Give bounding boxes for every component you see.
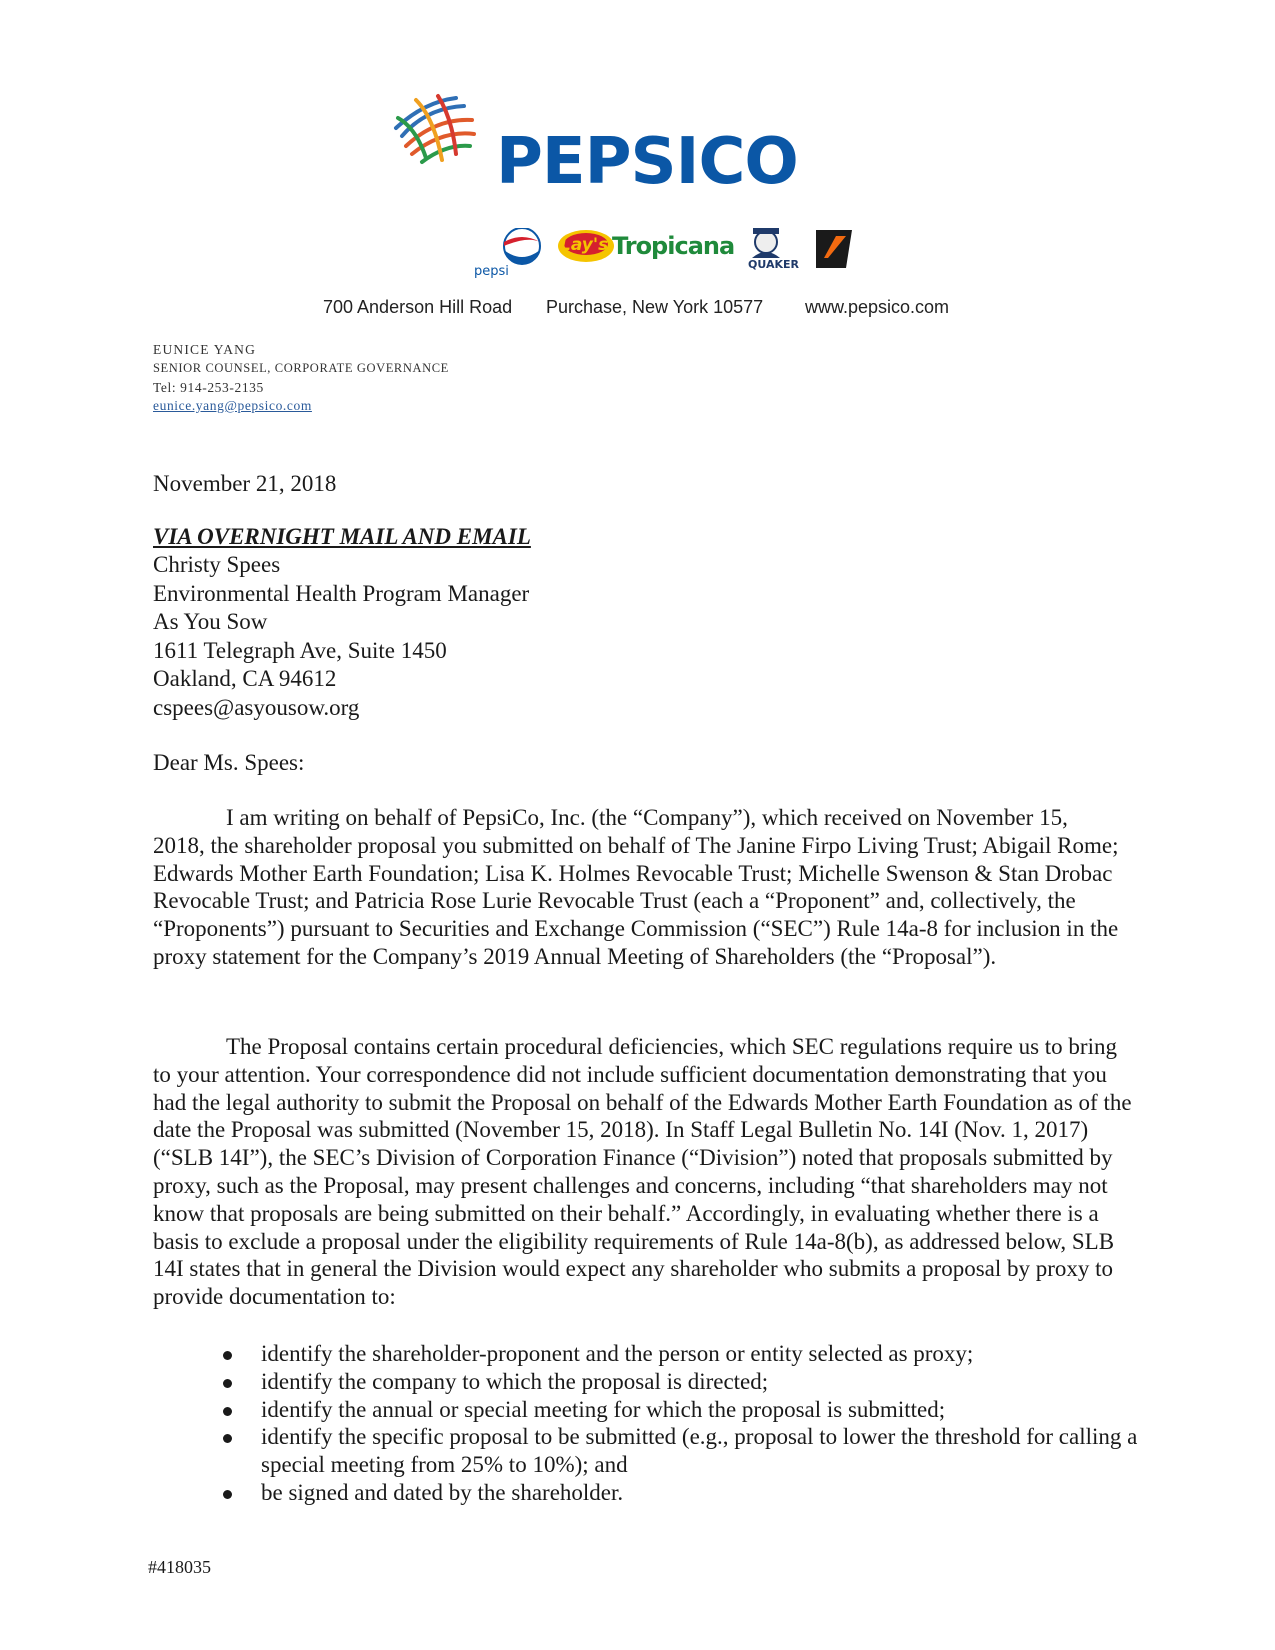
lays-label: Lay's xyxy=(560,235,609,255)
bullet-icon xyxy=(223,1434,232,1443)
document-number: #418035 xyxy=(148,1557,211,1577)
delivery-method: VIA OVERNIGHT MAIL AND EMAIL xyxy=(153,524,531,549)
letter-date: November 21, 2018 xyxy=(153,471,337,496)
recipient-organization: As You Sow xyxy=(153,609,268,635)
pepsi-label: pepsi xyxy=(474,264,509,279)
bullet-icon xyxy=(223,1351,232,1360)
company-website[interactable]: www.pepsico.com xyxy=(805,297,950,317)
requirements-list xyxy=(223,1340,1143,1507)
salutation: Dear Ms. Spees: xyxy=(153,750,305,775)
pepsico-globe-logo xyxy=(386,88,478,170)
list-item: identify the specific proposal to be submitted (e.g., proposal to lower the threshold for calling a special meeting from 25% to 10%); and xyxy=(223,1423,1143,1479)
recipient-address-block xyxy=(153,551,529,723)
bullet-icon xyxy=(223,1407,232,1416)
paragraph-deficiencies xyxy=(153,1033,1138,1311)
quaker-label: QUAKER xyxy=(748,258,799,271)
gatorade-logo xyxy=(816,230,852,268)
paragraph-deficiencies-text: The Proposal contains certain procedural deficiencies, which SEC regulations require us to bring to your attention. Your correspondence did not include sufficient documentation demonstrating that you had the legal authority to submit the Proposal on behalf of the Edwards Mother Earth Foundation as of the date the Proposal was submitted (November 15, 2018). In Staff Legal Bulletin No. 14I (Nov. 1, 2017) (“SLB 14I”), the SEC’s Division of Corporation Finance (“Division”) noted that proposals submitted by proxy, such as the Proposal, may present challenges and concerns, including “that shareholders may not know that proposals are being submitted on their behalf.” Accordingly, in evaluating whether there is a basis to exclude a proposal under the eligibility requirements of Rule 14a-8(b), as addressed below, SLB 14I states that in general the Division would expect any shareholder who submits a proposal by proxy to provide documentation to: xyxy=(153,1034,1132,1310)
bullet-icon xyxy=(223,1379,232,1388)
sender-phone: Tel: 914-253-2135 xyxy=(153,380,264,395)
paragraph-intro-text: I am writing on behalf of PepsiCo, Inc. (the “Company”), which received on November 15, 2018, the shareholder proposal you submitted on behalf of The Janine Firpo Living Trust; Abigail Rome; Edwards Mother Earth Foundation; Lisa K. Holmes Revocable Trust; Michelle Swenson & Stan Drobac Revocable Trust; and Patricia Rose Lurie Revocable Trust (each a “Proponent” and, collectively, the “Proponents”) pursuant to Securities and Exchange Commission (“SEC”) Rule 14a-8 for inclusion in the proxy statement for the Company’s 2019 Annual Meeting of Shareholders (the “Proposal”). xyxy=(153,805,1119,969)
pepsi-logo xyxy=(504,228,540,264)
address-street: 700 Anderson Hill Road xyxy=(323,297,513,317)
list-item: identify the annual or special meeting for which the proposal is submitted; xyxy=(223,1396,1143,1424)
tropicana-label: Tropicana xyxy=(612,232,735,260)
list-item: identify the company to which the proposal is directed; xyxy=(223,1368,1143,1396)
recipient-city: Oakland, CA 94612 xyxy=(153,666,337,692)
paragraph-intro xyxy=(153,804,1123,971)
sender-email-link[interactable]: eunice.yang@pepsico.com xyxy=(153,398,312,413)
sender-title: SENIOR COUNSEL, CORPORATE GOVERNANCE xyxy=(153,361,449,375)
list-item: be signed and dated by the shareholder. xyxy=(223,1479,1143,1507)
sender-name: EUNICE YANG xyxy=(153,342,257,357)
quaker-logo xyxy=(752,228,780,258)
pepsico-wordmark: PEPSICO xyxy=(496,125,798,199)
recipient-email[interactable]: cspees@asyousow.org xyxy=(153,694,360,720)
recipient-title: Environmental Health Program Manager xyxy=(153,580,530,606)
recipient-street: 1611 Telegraph Ave, Suite 1450 xyxy=(153,637,447,663)
list-item: identify the shareholder-proponent and the person or entity selected as proxy; xyxy=(223,1340,1143,1368)
address-city: Purchase, New York 10577 xyxy=(546,297,764,317)
bullet-icon xyxy=(223,1490,232,1499)
recipient-name: Christy Spees xyxy=(153,552,281,577)
